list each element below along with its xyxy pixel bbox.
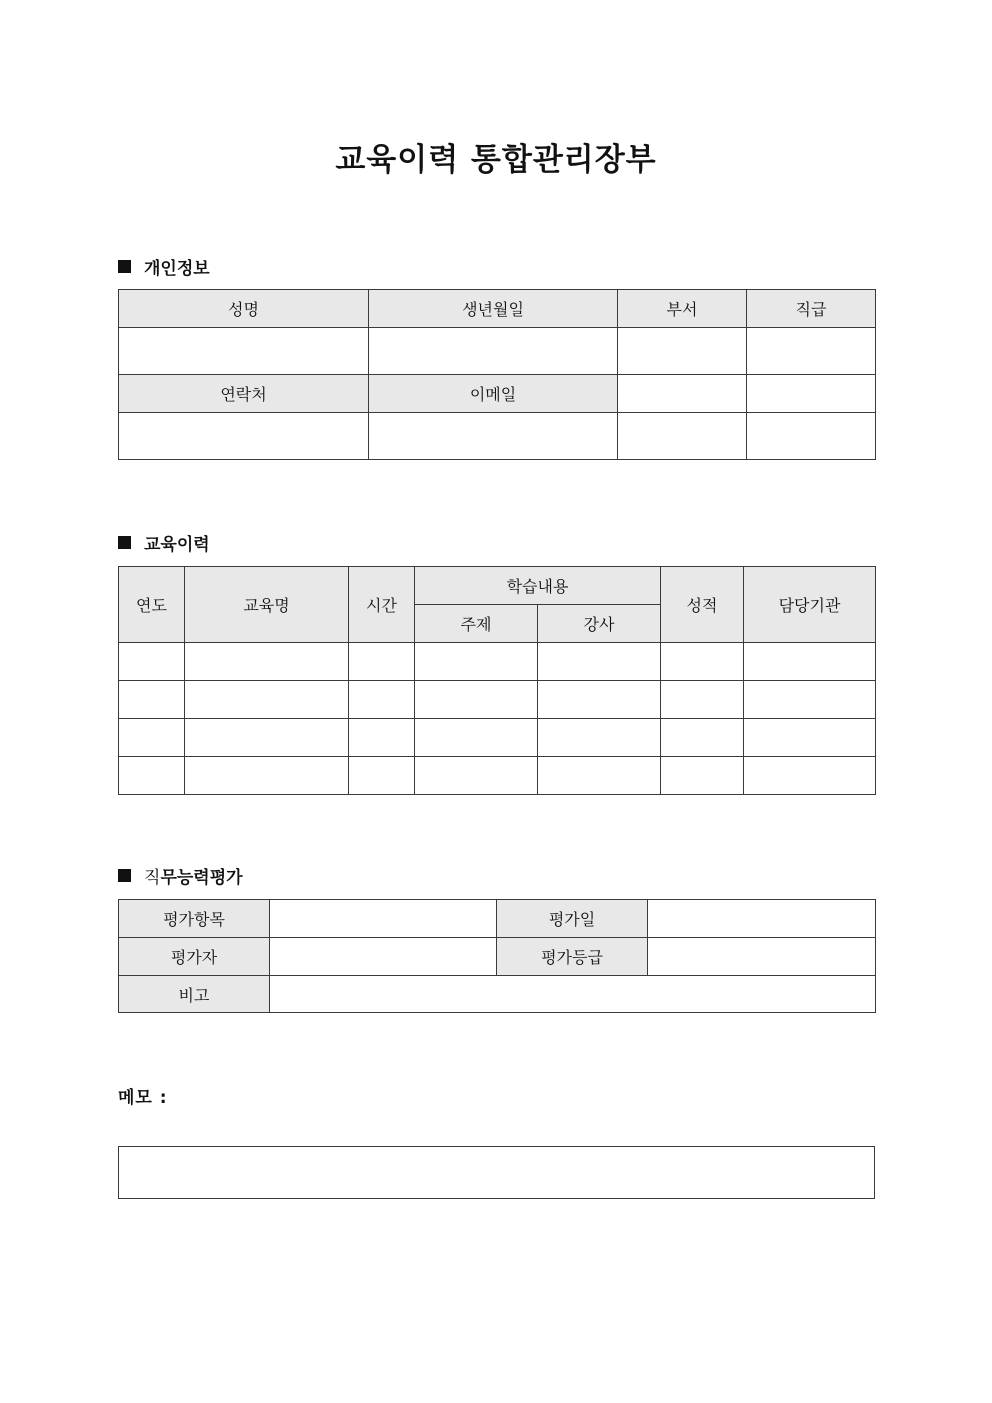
cell-hours[interactable]: [349, 719, 415, 757]
table-row: [119, 719, 876, 757]
cell-eval-date[interactable]: [648, 900, 876, 938]
section-evaluation-prefix: 직: [144, 868, 161, 888]
cell-course[interactable]: [185, 719, 349, 757]
header-dept: 부서: [618, 290, 747, 328]
memo-label: 메모 :: [118, 1088, 168, 1108]
personal-info-table: [118, 289, 876, 460]
cell-eval-level[interactable]: [648, 938, 876, 976]
square-bullet-icon: [118, 260, 131, 273]
cell-grade[interactable]: [661, 757, 744, 795]
header-hours: 시간: [349, 567, 415, 643]
cell-agency[interactable]: [744, 757, 876, 795]
cell-topic[interactable]: [415, 719, 538, 757]
cell-eval-item[interactable]: [270, 900, 497, 938]
table-row: [119, 681, 876, 719]
cell-email[interactable]: [369, 413, 618, 460]
section-evaluation-label: 무능력평가: [160, 868, 243, 888]
section-evaluation-heading: [118, 863, 243, 888]
header-name: 성명: [119, 290, 369, 328]
header-evaluator: 평가자: [119, 938, 270, 976]
cell-agency[interactable]: [744, 681, 876, 719]
cell-contact[interactable]: [119, 413, 369, 460]
cell-birth[interactable]: [369, 328, 618, 375]
section-personal-heading: [118, 254, 210, 279]
cell-rank[interactable]: [747, 328, 876, 375]
table-row: [119, 757, 876, 795]
header-eval-level: 평가등급: [497, 938, 648, 976]
cell-dept[interactable]: [618, 328, 747, 375]
header-course: 교육명: [185, 567, 349, 643]
cell-grade[interactable]: [661, 681, 744, 719]
cell-evaluator[interactable]: [270, 938, 497, 976]
header-grade: 성적: [661, 567, 744, 643]
header-topic: 주제: [415, 605, 538, 643]
cell-instructor[interactable]: [538, 643, 661, 681]
table-row: [119, 643, 876, 681]
cell-topic[interactable]: [415, 681, 538, 719]
cell-extra-1[interactable]: [618, 375, 747, 413]
cell-year[interactable]: [119, 681, 185, 719]
cell-extra-4[interactable]: [747, 413, 876, 460]
header-contact: 연락처: [119, 375, 369, 413]
cell-extra-2[interactable]: [747, 375, 876, 413]
evaluation-table: [118, 899, 876, 1013]
cell-year[interactable]: [119, 643, 185, 681]
cell-instructor[interactable]: [538, 757, 661, 795]
cell-instructor[interactable]: [538, 681, 661, 719]
header-remarks: 비고: [119, 976, 270, 1013]
education-table: [118, 566, 876, 795]
square-bullet-icon: [118, 869, 131, 882]
cell-name[interactable]: [119, 328, 369, 375]
cell-remarks[interactable]: [270, 976, 876, 1013]
header-email: 이메일: [369, 375, 618, 413]
square-bullet-icon: [118, 536, 131, 549]
header-agency: 담당기관: [744, 567, 876, 643]
section-education-label: 교육이력: [144, 535, 210, 555]
cell-grade[interactable]: [661, 719, 744, 757]
cell-hours[interactable]: [349, 681, 415, 719]
cell-course[interactable]: [185, 681, 349, 719]
header-rank: 직급: [747, 290, 876, 328]
cell-course[interactable]: [185, 757, 349, 795]
cell-hours[interactable]: [349, 757, 415, 795]
cell-topic[interactable]: [415, 757, 538, 795]
header-eval-date: 평가일: [497, 900, 648, 938]
header-year: 연도: [119, 567, 185, 643]
cell-year[interactable]: [119, 757, 185, 795]
cell-agency[interactable]: [744, 643, 876, 681]
section-personal-label: 개인정보: [144, 259, 210, 279]
cell-course[interactable]: [185, 643, 349, 681]
cell-topic[interactable]: [415, 643, 538, 681]
cell-instructor[interactable]: [538, 719, 661, 757]
header-instructor: 강사: [538, 605, 661, 643]
cell-agency[interactable]: [744, 719, 876, 757]
page-title: 교육이력 통합관리장부: [335, 142, 657, 178]
section-education-heading: [118, 530, 210, 555]
cell-extra-3[interactable]: [618, 413, 747, 460]
header-content: 학습내용: [415, 567, 661, 605]
memo-box[interactable]: [118, 1146, 875, 1199]
cell-grade[interactable]: [661, 643, 744, 681]
header-eval-item: 평가항목: [119, 900, 270, 938]
cell-year[interactable]: [119, 719, 185, 757]
header-birth: 생년월일: [369, 290, 618, 328]
cell-hours[interactable]: [349, 643, 415, 681]
